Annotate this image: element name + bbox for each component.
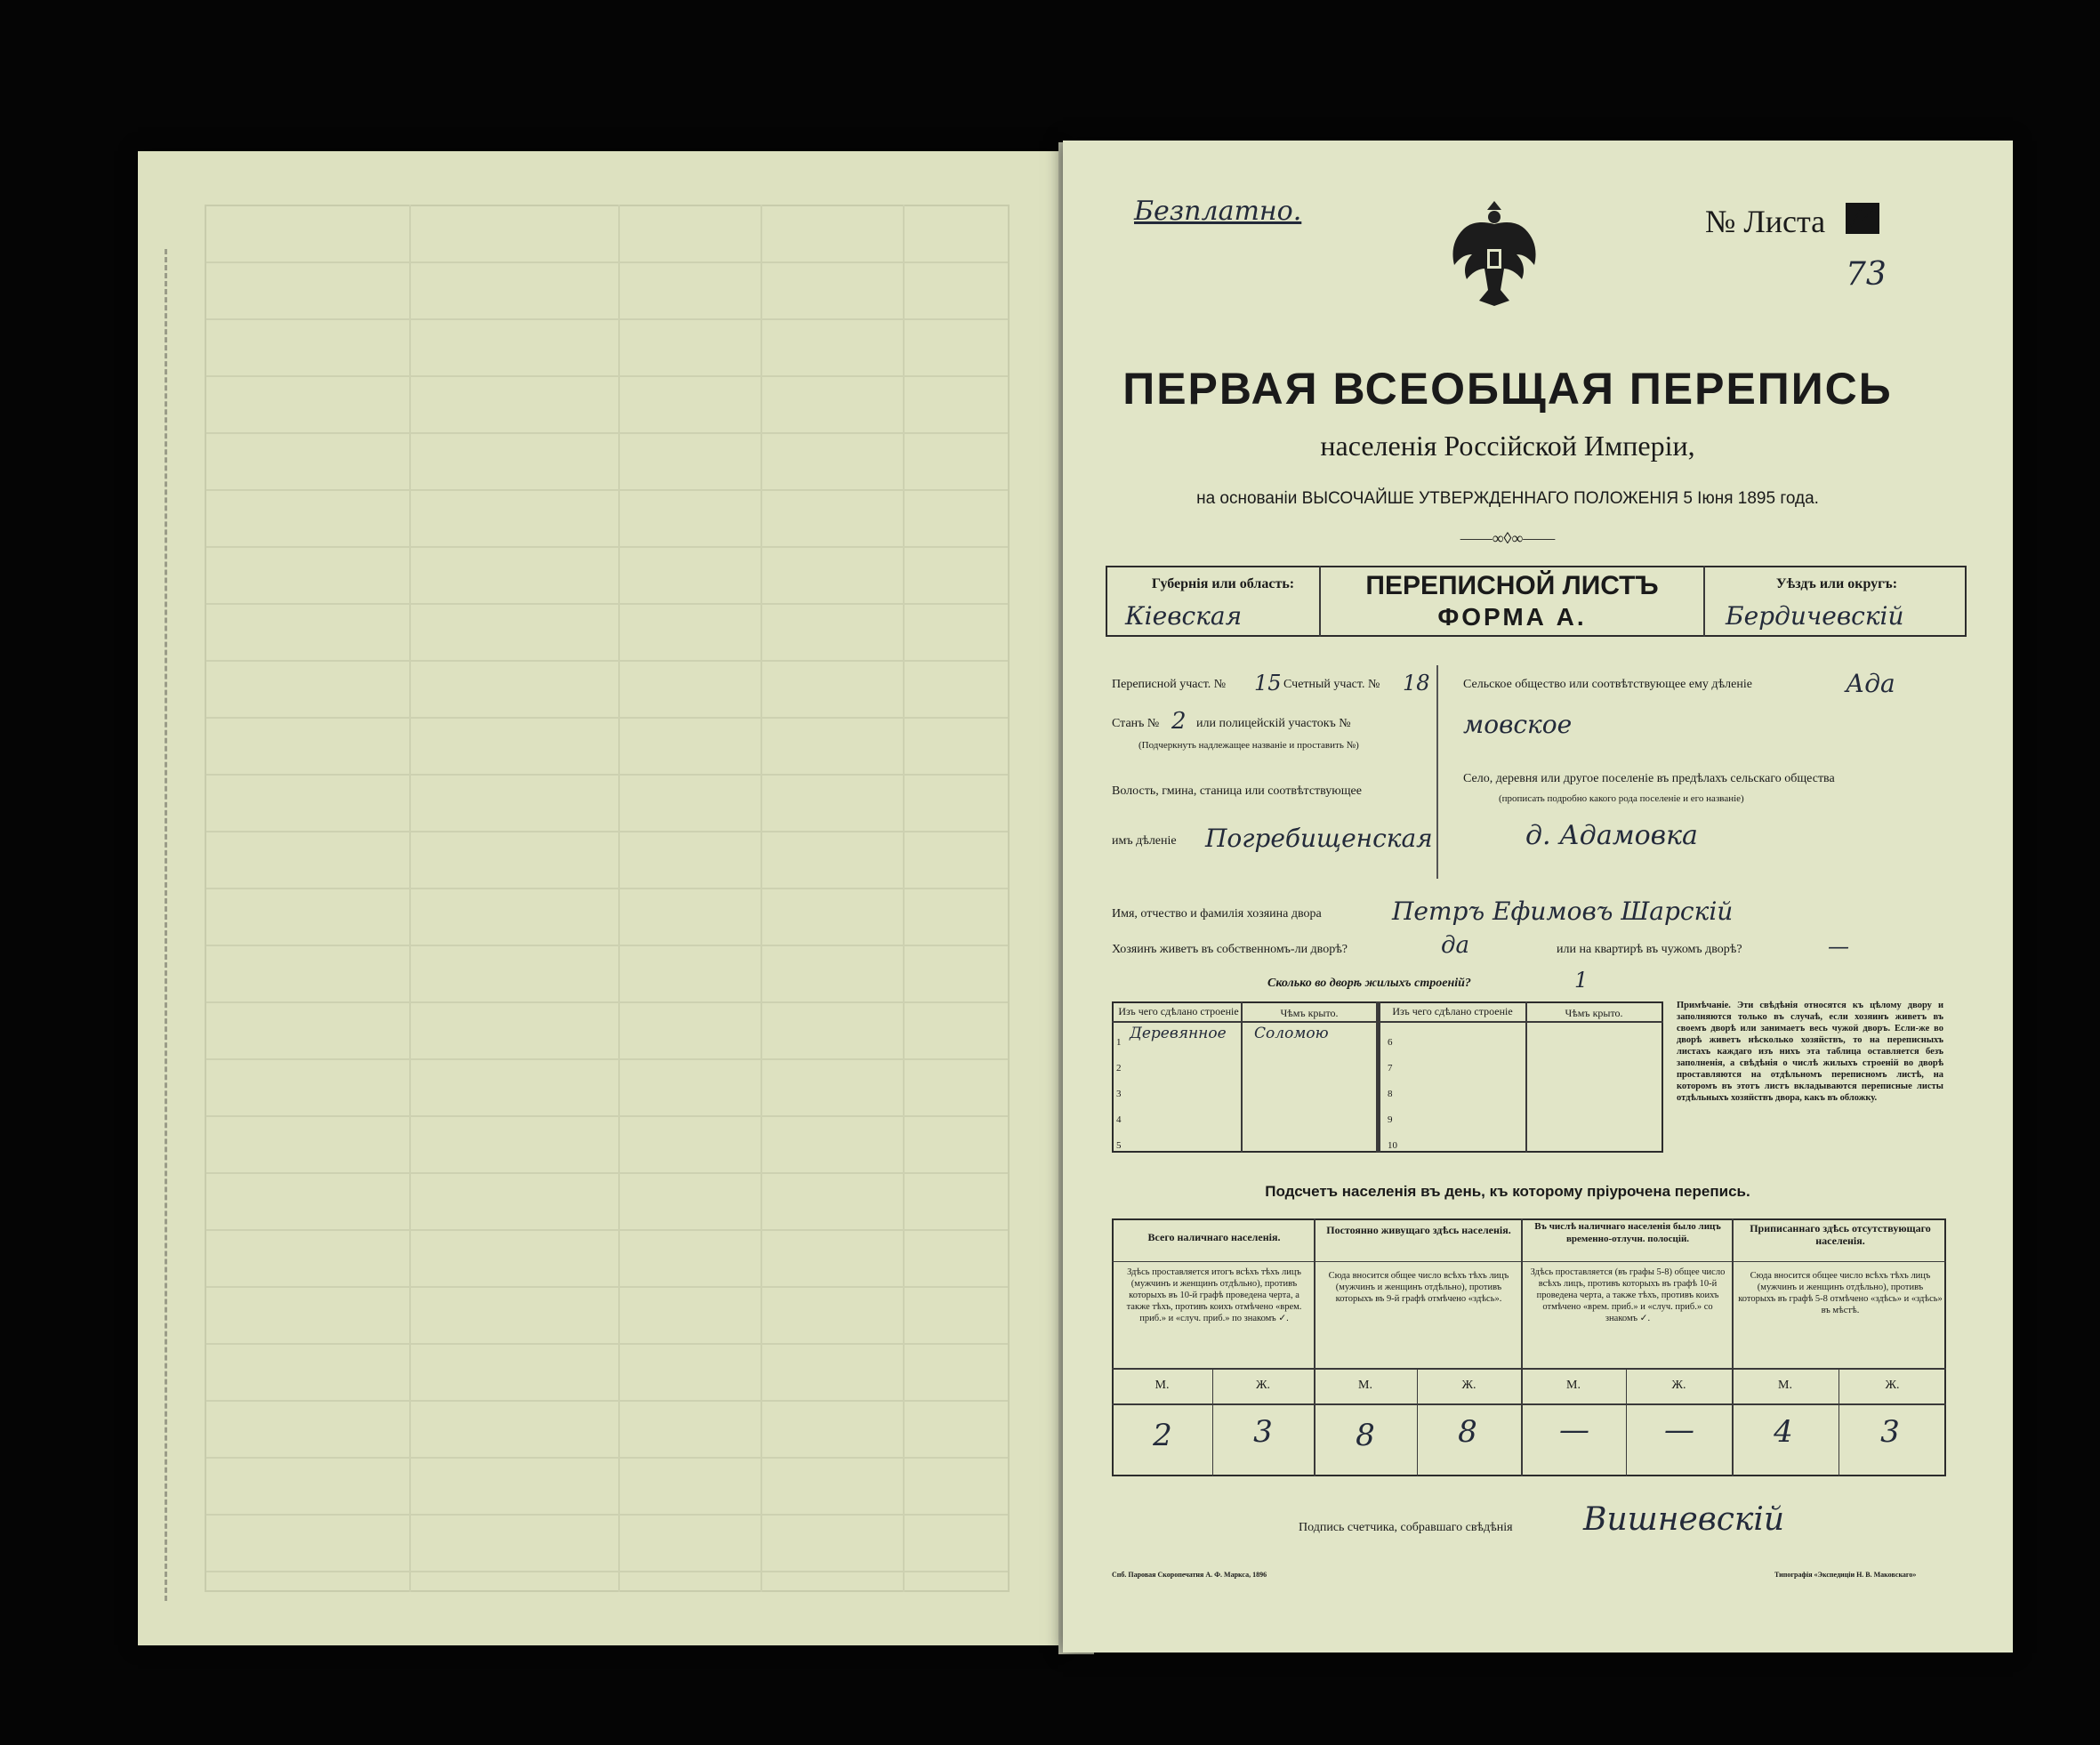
table-header-line: [1112, 1021, 1663, 1023]
sheet-title: ПЕРЕПИСНОЙ ЛИСТЪ: [1365, 571, 1659, 600]
summary-group-desc: Здѣсь проставляется итогъ всѣхъ тѣхъ лицъ (мужчинъ и женщинъ отдѣльно), противъ которыхъ въ 10-й графѣ проведена черта, а также тѣхъ, противъ коихъ отмѣчено «врем. приб.» и «случ. приб.» по знакомъ ✓.: [1126, 1267, 1302, 1323]
row-number: 3: [1116, 1089, 1122, 1099]
census-section-value: 15: [1254, 671, 1282, 696]
left-page-blank: [138, 151, 1058, 1645]
volost-value: Погребищенская: [1205, 824, 1433, 853]
buildings-note: Примѣчаніе. Эти свѣдѣнія относятся къ цѣлому двору и заполняются только въ случаѣ, если хозяинъ живетъ въ своемъ дворѣ или занимаетъ весь чужой дворъ. Если-же во дворѣ живетъ нѣсколько хозяйствъ, то на переписныхъ листахъ каждаго изъ нихъ эта таблица оставляется безъ заполненія, а свѣдѣнія о числѣ жилыхъ строеній во дворѣ проставляются на отдѣльномъ переписномъ листѣ, на которомъ въ этотъ листъ вкладываются переписные листы отдѣльныхъ хозяйствъ двора, какъ въ обложку.: [1677, 1001, 1943, 1103]
signature-label: Подпись счетчика, собравшаго свѣдѣнія: [1299, 1521, 1513, 1534]
grid-column-line: [760, 205, 762, 1592]
apartment-label: или на квартирѣ въ чужомъ дворѣ?: [1557, 943, 1742, 956]
sheet-number-label: № Листа: [1705, 204, 1826, 239]
row-number: 10: [1388, 1140, 1397, 1151]
row-numbers-right: [1388, 1030, 1397, 1159]
grid-column-line: [903, 205, 905, 1592]
ruled-grid: [205, 205, 1010, 1592]
row-number: 7: [1388, 1063, 1393, 1074]
ornament-divider: ——∞◊∞——: [1460, 529, 1556, 547]
volost-division-label: имъ дѣленіе: [1112, 834, 1177, 848]
stan-note: (Подчеркнуть надлежащее названіе и проставить №): [1139, 740, 1359, 751]
count-section-label: Счетный участ. №: [1283, 678, 1380, 691]
printer-left: Спб. Паровая Скоропечатня А. Ф. Маркса, 1896: [1112, 1571, 1267, 1579]
form-header-divider: [1703, 566, 1705, 637]
stan-value: 2: [1171, 708, 1187, 735]
sheet-form: ФОРМА А.: [1437, 603, 1587, 631]
sex-label-female: Ж.: [1255, 1379, 1271, 1392]
count-value: 3: [1253, 1414, 1273, 1450]
census-section-label: Переписной участ. №: [1112, 678, 1227, 691]
row-number: 1: [1116, 1037, 1122, 1048]
province-label: Губернія или область:: [1151, 576, 1295, 591]
perforation-line: [165, 249, 167, 1601]
sex-label-male: М.: [1566, 1379, 1581, 1392]
count-section-value: 18: [1403, 671, 1430, 696]
count-value: 4: [1774, 1414, 1793, 1450]
row-numbers-left: [1116, 1030, 1122, 1159]
summary-group-desc: Здѣсь проставляется (въ графы 5-8) общее число всѣхъ лицъ, противъ которыхъ въ графѣ 10-й проведена черта, а также тѣхъ, противъ коихъ отмѣчено «врем. приб.» и «случ. приб.» со знакомъ ✓.: [1530, 1267, 1726, 1323]
roof-header-2: Чѣмъ крыто.: [1565, 1007, 1623, 1019]
count-value: —: [1559, 1412, 1589, 1448]
location-divider: [1436, 665, 1438, 879]
sex-label-male: М.: [1358, 1379, 1372, 1392]
buildings-count-value: 1: [1574, 968, 1589, 993]
imperial-eagle-icon: [1445, 196, 1543, 311]
summary-group-desc: Сюда вносится общее число всѣхъ тѣхъ лицъ (мужчинъ и женщинъ отдѣльно), противъ которыхъ въ графѣ 5-8 отмѣчено «здѣсь» и «здѣсь» въ мѣстѣ.: [1738, 1271, 1943, 1315]
apartment-value: —: [1828, 934, 1849, 959]
material-header: Изъ чего сдѣлано строеніе: [1118, 1005, 1239, 1017]
sex-label-female: Ж.: [1461, 1379, 1476, 1392]
summary-title: Подсчетъ населенія въ день, къ которому пріурочена перепись.: [1265, 1183, 1750, 1200]
printer-right: Типографія «Экспедиціи Н. В. Маковскаго»: [1774, 1571, 1917, 1579]
sex-label-female: Ж.: [1885, 1379, 1900, 1392]
table-divider: [1241, 1001, 1243, 1153]
owner-name-label: Имя, отчество и фамилія хозяина двора: [1112, 907, 1322, 921]
volost-label: Волость, гмина, станица или соотвѣтствующее: [1112, 784, 1362, 798]
row1-roof: Соломою: [1254, 1025, 1329, 1042]
province-value: Кіевская: [1125, 601, 1243, 631]
summary-group-desc: Сюда вносится общее число всѣхъ тѣхъ лицъ (мужчинъ и женщинъ отдѣльно), противъ которыхъ въ 9-й графѣ отмѣчено «здѣсь».: [1328, 1271, 1509, 1304]
summary-group-head: Всего наличнаго населенія.: [1147, 1231, 1281, 1243]
census-subtitle: населенія Россійской Имперіи,: [1320, 430, 1695, 462]
sheet-number-struck: 74: [1846, 203, 1880, 234]
enumerator-signature: Вишневскій: [1583, 1501, 1785, 1538]
count-value: —: [1664, 1412, 1694, 1448]
summary-sex-line: [1112, 1403, 1946, 1405]
census-main-title: ПЕРВАЯ ВСЕОБЩАЯ ПЕРЕПИСЬ: [1122, 364, 1893, 414]
census-basis-line: на основаніи ВЫСОЧАЙШЕ УТВЕРЖДЕННАГО ПОЛОЖЕНІЯ 5 Іюня 1895 года.: [1196, 489, 1819, 508]
census-form-page: [1063, 141, 2013, 1653]
police-section-label: или полицейскій участокъ №: [1196, 717, 1351, 730]
roof-header: Чѣмъ крыто.: [1280, 1007, 1339, 1019]
owner-name-value: Петръ Ефимовъ Шарскій: [1392, 897, 1734, 926]
row-number: 2: [1116, 1063, 1122, 1074]
grid-column-line: [618, 205, 620, 1592]
table-divider: [1525, 1001, 1527, 1153]
grid-column-line: [409, 205, 411, 1592]
settlement-label: Село, деревня или другое поселеніе въ предѣлахъ сельскаго общества: [1463, 772, 1835, 785]
row1-material: Деревянное: [1130, 1025, 1227, 1042]
count-value: 8: [1356, 1418, 1375, 1453]
village-society-value-a: Ада: [1846, 669, 1895, 698]
row-number: 6: [1388, 1037, 1393, 1048]
row-number: 8: [1388, 1089, 1393, 1099]
sex-label-female: Ж.: [1671, 1379, 1686, 1392]
count-value: 2: [1153, 1418, 1172, 1453]
summary-desc-line: [1112, 1368, 1946, 1370]
summary-group-head: Въ числѣ наличнаго населенія было лицъ временно-отлучн. полосцій.: [1534, 1221, 1721, 1244]
row-number: 4: [1116, 1114, 1122, 1125]
sex-label-male: М.: [1155, 1379, 1170, 1392]
sheet-number-value: 73: [1846, 256, 1887, 293]
row-number: 9: [1388, 1114, 1393, 1125]
district-value: Бердичевскій: [1726, 601, 1904, 631]
row-number: 5: [1116, 1140, 1122, 1151]
table-divider: [1376, 1001, 1380, 1153]
count-value: 3: [1880, 1414, 1900, 1450]
sex-label-male: М.: [1778, 1379, 1792, 1392]
stan-label: Станъ №: [1112, 717, 1160, 730]
own-yard-value: да: [1441, 932, 1469, 959]
summary-group-head: Постоянно живущаго здѣсь населенія.: [1326, 1224, 1511, 1236]
settlement-value: д. Адамовка: [1525, 820, 1698, 851]
summary-header-line: [1112, 1261, 1946, 1262]
buildings-count-label: Сколько во дворѣ жилыхъ строеній?: [1267, 977, 1471, 990]
village-society-label: Сельское общество или соотвѣтствующее ему дѣленіе: [1463, 678, 1752, 691]
material-header-2: Изъ чего сдѣлано строеніе: [1392, 1005, 1513, 1017]
village-society-value-b: мовское: [1463, 710, 1573, 739]
own-yard-label: Хозяинъ живетъ въ собственномъ-ли дворѣ?: [1112, 943, 1348, 956]
free-label: Безплатно.: [1134, 196, 1302, 227]
district-label: Уѣздъ или округъ:: [1775, 576, 1898, 591]
count-value: 8: [1458, 1414, 1477, 1450]
summary-group-head: Приписаннаго здѣсь отсутствующаго населенія.: [1750, 1222, 1931, 1247]
settlement-note: (прописать подробно какого рода поселеніе и его названіе): [1499, 793, 1744, 804]
